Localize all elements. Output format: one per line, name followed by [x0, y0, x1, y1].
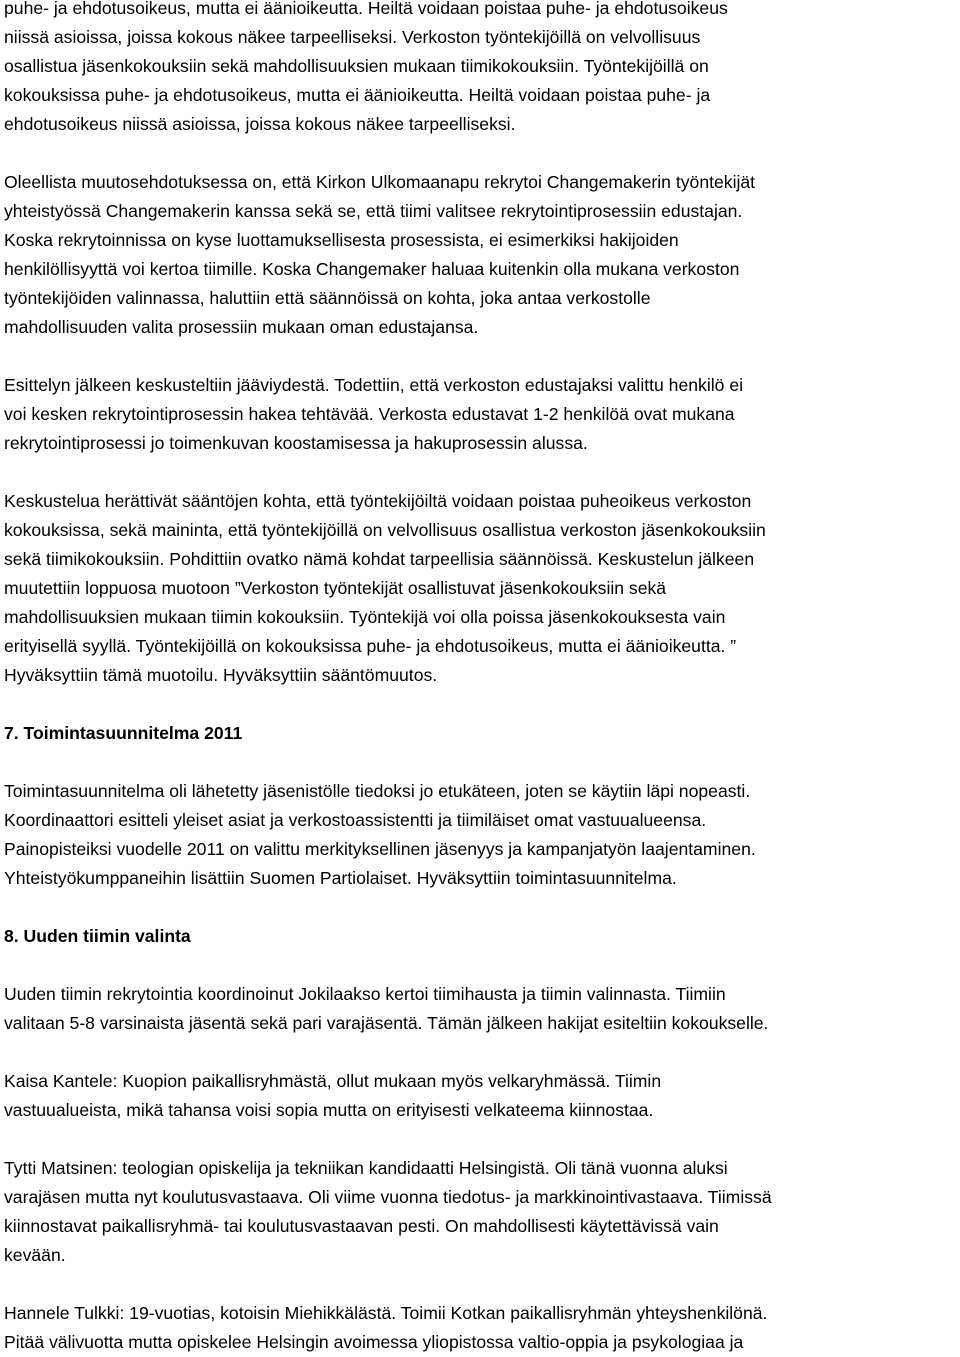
- text-line: puhe- ja ehdotusoikeus, mutta ei äänioikeutta. Heiltä voidaan poistaa puhe- ja ehdotusoikeus: [4, 0, 728, 18]
- paragraph: [4, 1067, 960, 1125]
- document-page: [4, 0, 960, 1357]
- text-line: mahdollisuuden valita prosessiin mukaan oman edustajansa.: [4, 317, 479, 337]
- text-line: Hannele Tulkki: 19-vuotias, kotoisin Miehikkälästä. Toimii Kotkan paikallisryhmän yhteyshenkilönä.: [4, 1303, 768, 1323]
- text-line: voi kesken rekrytointiprosessin hakea tehtävää. Verkosta edustavat 1-2 henkilöä ovat mukana: [4, 404, 735, 424]
- text-line: Hyväksyttiin tämä muotoilu. Hyväksyttiin sääntömuutos.: [4, 665, 438, 685]
- text-line: kevään.: [4, 1245, 66, 1265]
- text-line: erityisellä syyllä. Työntekijöillä on kokouksissa puhe- ja ehdotusoikeus, mutta ei äänioikeutta. ”: [4, 636, 737, 656]
- paragraph: [4, 1154, 960, 1270]
- text-line: Keskustelua herättivät sääntöjen kohta, että työntekijöiltä voidaan poistaa puheoikeus verkoston: [4, 491, 752, 511]
- text-line: Esittelyn jälkeen keskusteltiin jääviydestä. Todettiin, että verkoston edustajaksi valittu henkilö ei: [4, 375, 744, 395]
- paragraph-gap: [4, 458, 960, 487]
- paragraph: [4, 980, 960, 1038]
- text-line: Pitää välivuotta mutta opiskelee Helsingin avoimessa yliopistossa valtio-oppia ja psykologiaa ja: [4, 1332, 744, 1352]
- text-line: henkilöllisyyttä voi kertoa tiimille. Koska Changemaker haluaa kuitenkin olla mukana verkoston: [4, 259, 740, 279]
- text-line: valitaan 5-8 varsinaista jäsentä sekä pari varajäsentä. Tämän jälkeen hakijat esiteltiin kokoukselle.: [4, 1013, 769, 1033]
- text-line: sekä tiimikokouksiin. Pohdittiin ovatko nämä kohdat tarpeellisia säännöissä. Keskustelun jälkeen: [4, 549, 755, 569]
- text-line: työntekijöiden valinnassa, haluttiin että säännöissä on kohta, joka antaa verkostolle: [4, 288, 651, 308]
- paragraph-gap: [4, 342, 960, 371]
- paragraph: [4, 371, 960, 458]
- paragraph: [4, 168, 960, 342]
- text-line: niissä asioissa, joissa kokous näkee tarpeelliseksi. Verkoston työntekijöillä on velvollisuus: [4, 27, 701, 47]
- text-line: 8. Uuden tiimin valinta: [4, 926, 191, 946]
- text-line: Tytti Matsinen: teologian opiskelija ja tekniikan kandidaatti Helsingistä. Oli tänä vuonna aluksi: [4, 1158, 728, 1178]
- text-line: Koordinaattori esitteli yleiset asiat ja verkostoassistentti ja tiimiläiset omat vastuualueensa.: [4, 810, 707, 830]
- text-line: Toimintasuunnitelma oli lähetetty jäsenistölle tiedoksi jo etukäteen, joten se käytiin läpi nopeasti.: [4, 781, 751, 801]
- text-line: kokouksissa, sekä maininta, että työntekijöillä on velvollisuus osallistua verkoston jäsenkokouksiin: [4, 520, 766, 540]
- paragraph-gap: [4, 748, 960, 777]
- paragraph-gap: [4, 1125, 960, 1154]
- text-line: Oleellista muutosehdotuksessa on, että Kirkon Ulkomaanapu rekrytoi Changemakerin työntekijät: [4, 172, 756, 192]
- paragraph: [4, 0, 960, 139]
- text-line: Yhteistyökumppaneihin lisättiin Suomen Partiolaiset. Hyväksyttiin toimintasuunnitelma.: [4, 868, 677, 888]
- text-line: varajäsen mutta nyt koulutusvastaava. Oli viime vuonna tiedotus- ja markkinointivastaava. Tiimissä: [4, 1187, 772, 1207]
- text-line: ehdotusoikeus niissä asioissa, joissa kokous näkee tarpeelliseksi.: [4, 114, 516, 134]
- section-heading: [4, 719, 960, 748]
- paragraph-gap: [4, 1038, 960, 1067]
- text-line: Kaisa Kantele: Kuopion paikallisryhmästä, ollut mukaan myös velkaryhmässä. Tiimin: [4, 1071, 662, 1091]
- paragraph: [4, 777, 960, 893]
- text-line: kokouksissa puhe- ja ehdotusoikeus, mutta ei äänioikeutta. Heiltä voidaan poistaa puhe- ja: [4, 85, 711, 105]
- text-line: vastuualueista, mikä tahansa voisi sopia mutta on erityisesti velkateema kiinnostaa.: [4, 1100, 654, 1120]
- text-line: Painopisteiksi vuodelle 2011 on valittu merkityksellinen jäsenyys ja kampanjatyön laajentaminen.: [4, 839, 756, 859]
- text-line: yhteistyössä Changemakerin kanssa sekä se, että tiimi valitsee rekrytointiprosessiin edustajan.: [4, 201, 743, 221]
- text-line: kiinnostavat paikallisryhmä- tai koulutusvastaavan pesti. On mahdollisesti käytettävissä vain: [4, 1216, 719, 1236]
- text-line: Koska rekrytoinnissa on kyse luottamuksellisesta prosessista, ei esimerkiksi hakijoiden: [4, 230, 679, 250]
- text-line: 7. Toimintasuunnitelma 2011: [4, 723, 243, 743]
- text-line: Uuden tiimin rekrytointia koordinoinut Jokilaakso kertoi tiimihausta ja tiimin valinnasta. Tiimiin: [4, 984, 726, 1004]
- paragraph-gap: [4, 690, 960, 719]
- text-line: mahdollisuuksien mukaan tiimin kokouksiin. Työntekijä voi olla poissa jäsenkokouksesta vain: [4, 607, 726, 627]
- text-line: osallistua jäsenkokouksiin sekä mahdollisuuksien mukaan tiimikokouksiin. Työntekijöillä on: [4, 56, 709, 76]
- paragraph-gap: [4, 951, 960, 980]
- paragraph: [4, 487, 960, 690]
- paragraph-gap: [4, 139, 960, 168]
- paragraph: [4, 1299, 960, 1357]
- paragraph-gap: [4, 893, 960, 922]
- section-heading: [4, 922, 960, 951]
- text-line: rekrytointiprosessi jo toimenkuvan koostamisessa ja hakuprosessin alussa.: [4, 433, 588, 453]
- text-line: muutettiin loppuosa muotoon ”Verkoston työntekijät osallistuvat jäsenkokouksiin sekä: [4, 578, 667, 598]
- paragraph-gap: [4, 1270, 960, 1299]
